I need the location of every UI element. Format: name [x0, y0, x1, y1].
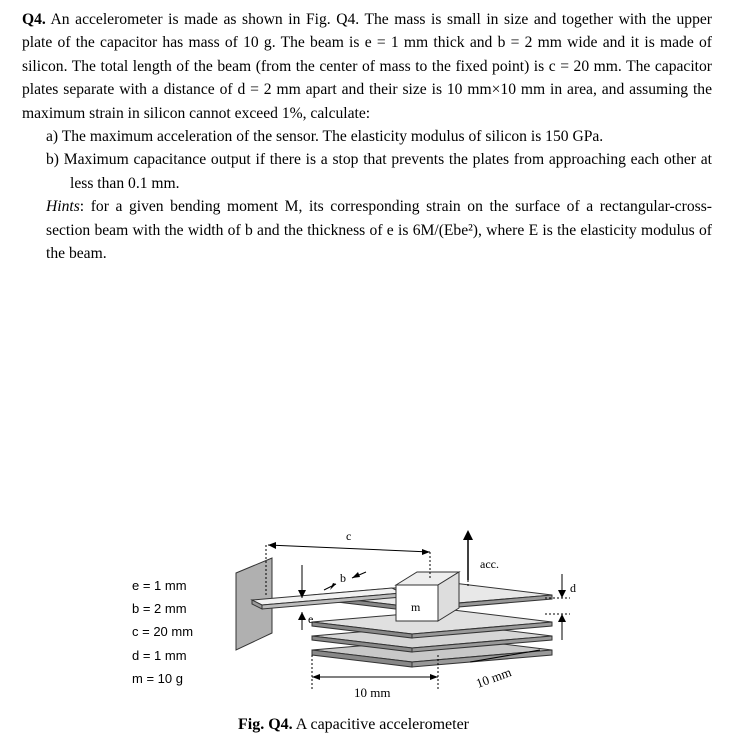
caption-label: Fig. Q4. [238, 716, 293, 733]
side-10mm-label: 10 mm [473, 664, 514, 691]
param-m: m = 10 g [132, 671, 183, 686]
bottom-10mm-label: 10 mm [354, 685, 391, 700]
caption-text: A capacitive accelerometer [292, 716, 470, 733]
hints-text: : for a given bending moment M, its corresponding strain on the surface of a rectangular-cross-section beam with the width of b and the thickness of e is 6M/(Ebe²), where E is the elasticity modulus of the beam. [46, 198, 712, 263]
param-e: e = 1 mm [132, 578, 187, 593]
param-d: d = 1 mm [132, 648, 187, 663]
b-label: b [340, 571, 346, 585]
figure-caption [238, 716, 469, 734]
question-number: Q4. [22, 11, 46, 28]
e-label: e [308, 612, 314, 626]
param-c: c = 20 mm [132, 624, 194, 639]
intro-text: An accelerometer is made as shown in Fig. Q4. The mass is small in size and together with the upper plate of the capacitor has mass of 10 g. The beam is e = 1 mm thick and b = 2 mm wide and it is made of silicon. The total length of the beam (from the center of mass to the fixed point) is c = 20 mm. The capacitor plates separate with a distance of d = 2 mm apart and their size is 10 mm×10 mm in area, and assuming the maximum strain in silicon cannot exceed 1%, calculate: [22, 11, 712, 122]
part-a: a) The maximum acceleration of the sensor. The elasticity modulus of silicon is 150 GPa. [46, 128, 604, 146]
mass-label: m [411, 600, 421, 614]
d-label: d [570, 581, 576, 595]
param-b: b = 2 mm [132, 601, 187, 616]
part-b: b) Maximum capacitance output if there is a stop that prevents the plates from approaching each other at less than 0.1 mm. [46, 151, 712, 192]
hints-label: Hints [46, 198, 80, 216]
acc-label: acc. [480, 557, 499, 571]
c-label: c [346, 529, 352, 543]
